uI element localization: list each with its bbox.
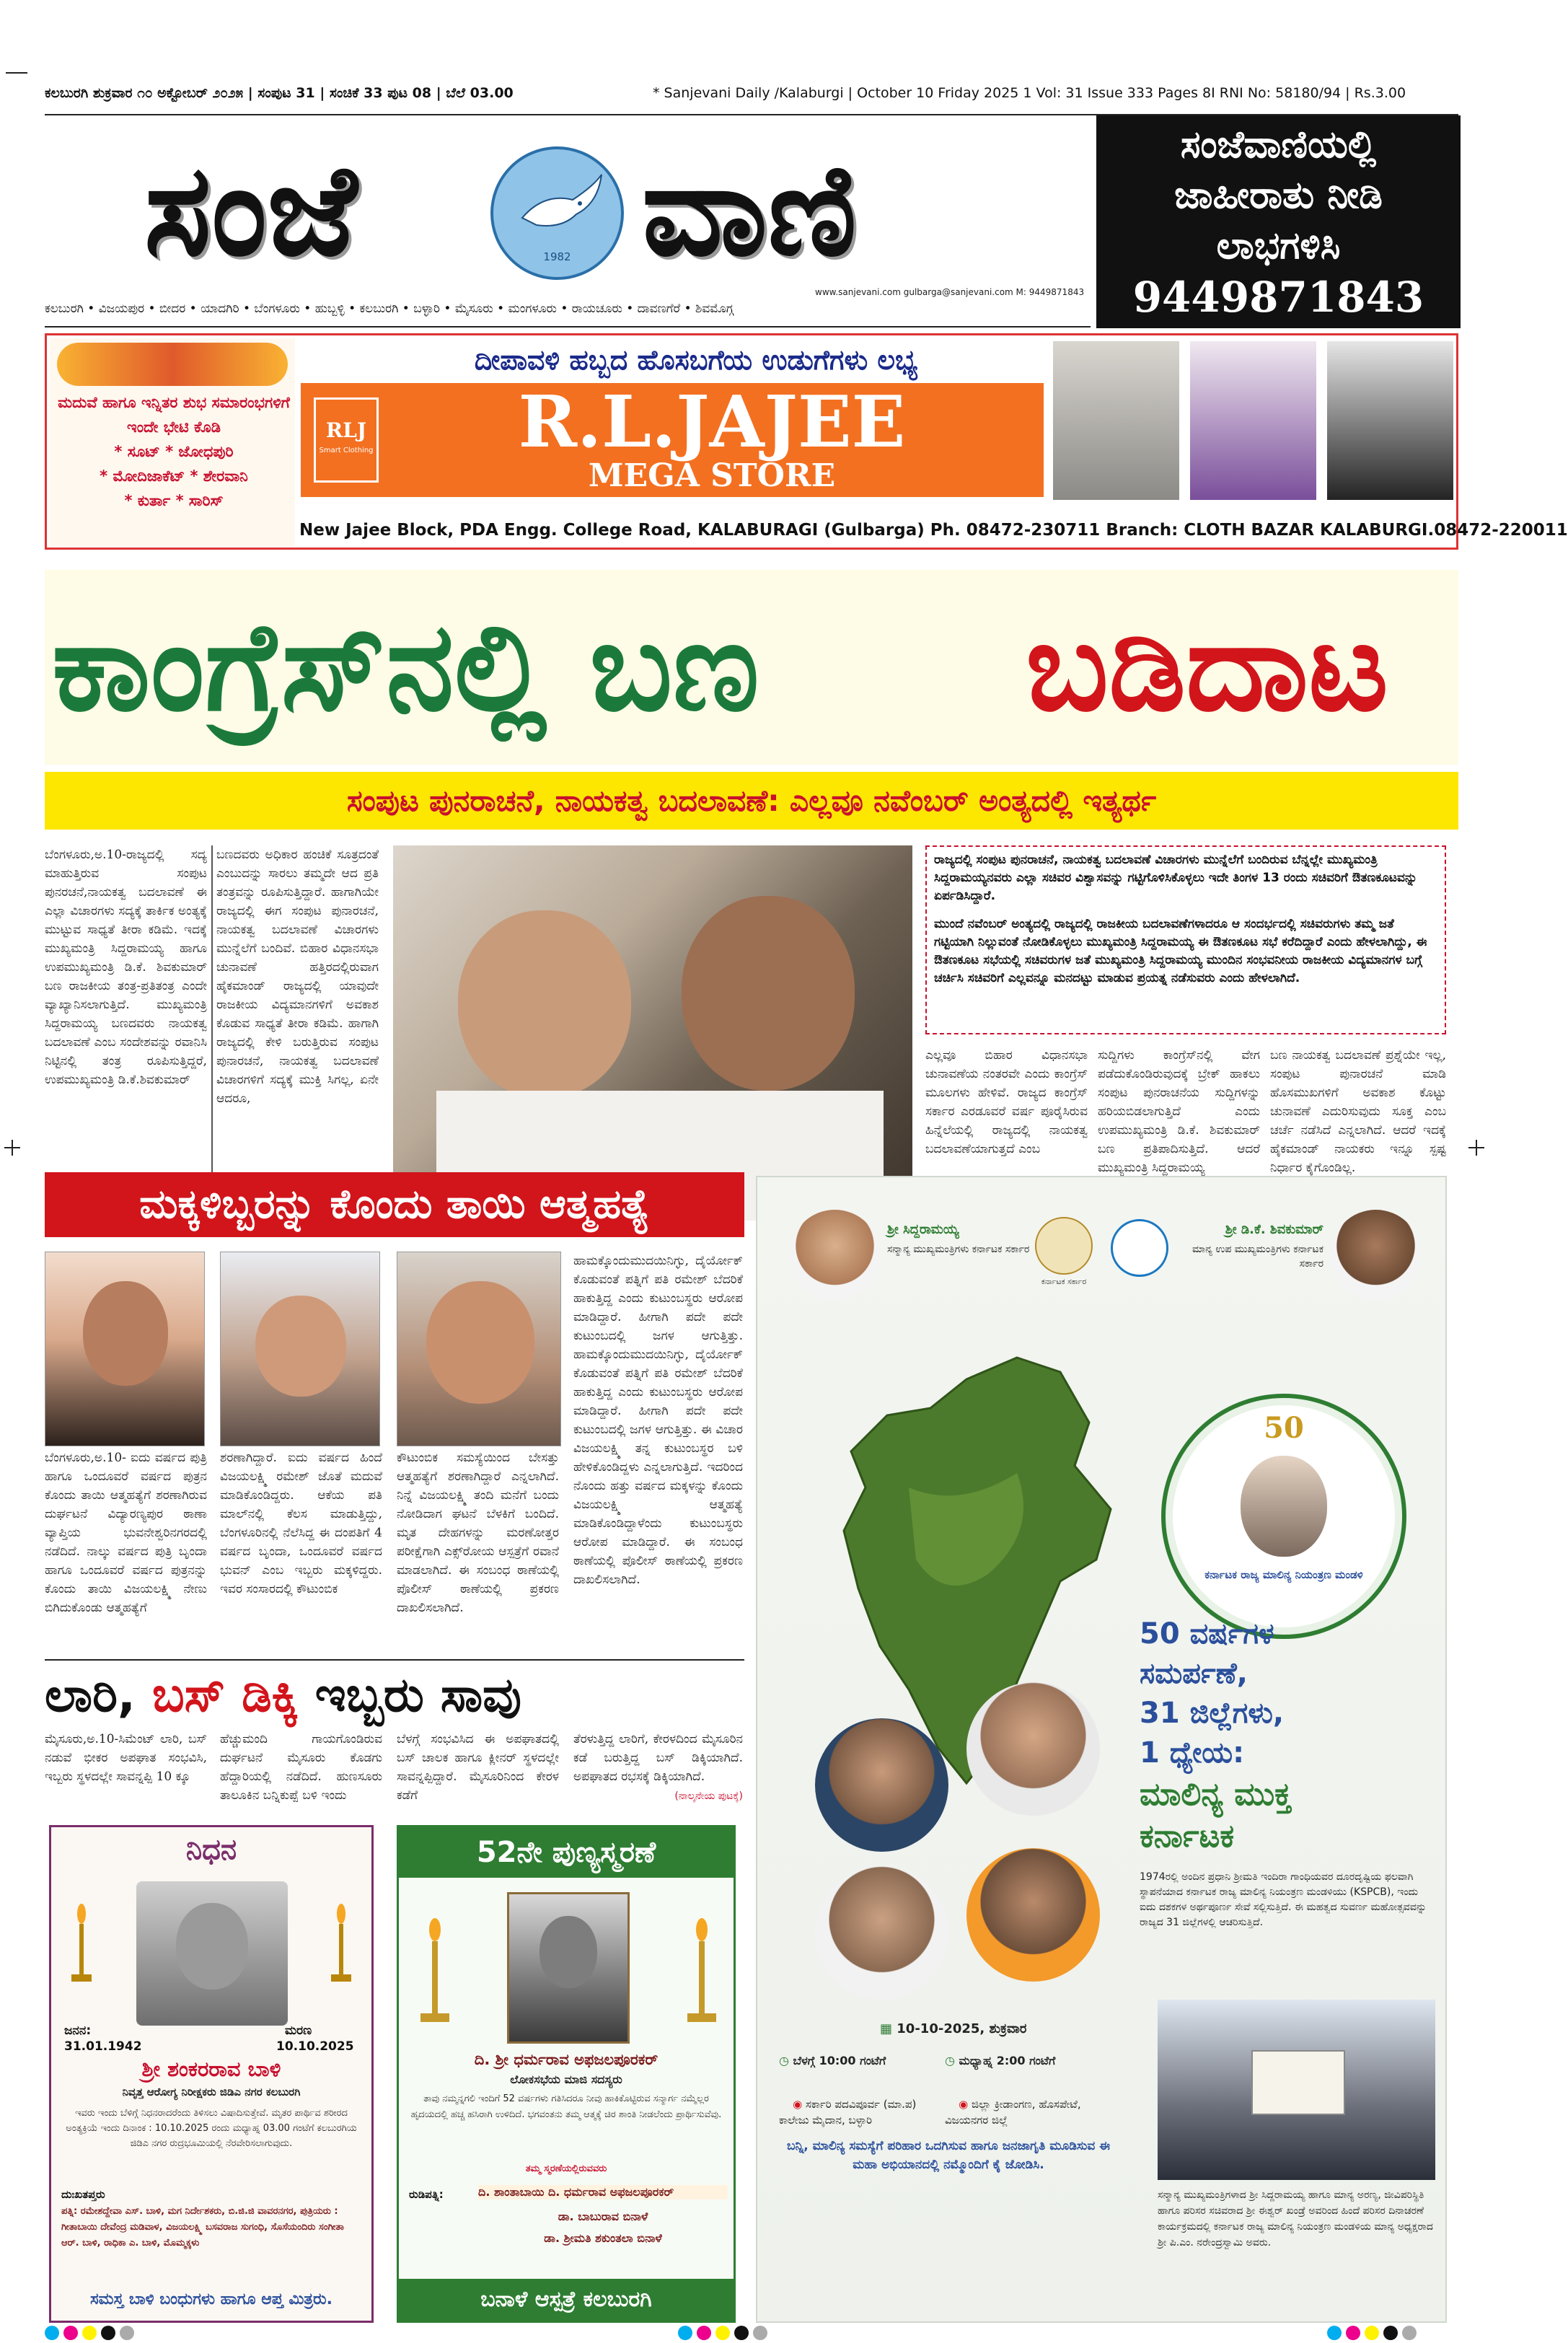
jajee-top-line: ದೀಪಾವಳಿ ಹಬ್ಬದ ಹೊಸಬಗೆಯ ಉಡುಗೆಗಳು ಲಭ್ಯ xyxy=(474,344,918,376)
seal-text: ಕರ್ನಾಟಕ ರಾಜ್ಯ ಮಾಲಿನ್ಯ ನಿಯಂತ್ರಣ ಮಂಡಳಿ xyxy=(1204,1568,1363,1581)
jajee-logo-mark: RLJ xyxy=(325,418,367,442)
mother-photo xyxy=(45,1252,205,1446)
obit1-subtitle: ನಿವೃತ್ತ ಆರೋಗ್ಯ ನಿರೀಕ್ಷಕರು ಜಿಡಿಎ ನಗರ ಕಲಬುರಗಿ xyxy=(122,2085,301,2098)
jajee-left-text: ಮದುವೆ ಹಾಗೂ ಇನ್ನಿತರ ಶುಭ ಸಮಾರಂಭಗಳಿಗೆ ಇಂದೇ ಭೇಟಿ ಕೊಡಿ * ಸೂಟ್ * ಜೋಧಪುರಿ * ಮೋದಿಜಾಕೆಟ್ * ಶೇರವಾನಿ * ಕುರ್ತಾ * ಸಾರಿಸ್ xyxy=(58,394,290,509)
jajee-brand: R.L.JAJEE xyxy=(518,381,906,464)
lead-headline xyxy=(45,570,1458,765)
masthead-ad xyxy=(1096,115,1461,328)
karnataka-emblem-caption: ಕರ್ನಾಟಕ ಸರ್ಕಾರ xyxy=(1041,1277,1087,1286)
mother-bottom-rule xyxy=(45,1659,744,1661)
obit2-photo-face xyxy=(539,1916,597,1988)
obit1-footer: ಸಮಸ್ತ ಬಾಳಿ ಬಂಧುಗಳು ಹಾಗೂ ಆಪ್ತ ಮಿತ್ರರು. xyxy=(90,2290,332,2308)
lead-photo-face-2 xyxy=(682,896,855,1091)
swatch-yellow xyxy=(1365,2326,1379,2340)
crop-mark-top xyxy=(6,72,27,74)
swatch-gray xyxy=(120,2326,134,2340)
location-pin-icon: ◉ xyxy=(959,2098,972,2111)
ad-headline-3: 31 ಜಿಲ್ಲೆಗಳು, xyxy=(1140,1697,1285,1730)
obit2-footer: ಬನಾಳೆ ಆಸ್ಪತ್ರೆ ಕಲಬುರಗಿ xyxy=(399,2279,734,2321)
daughter-photo xyxy=(220,1252,380,1446)
headline-red: ಬಡಿದಾಟ xyxy=(1026,596,1389,739)
obit2-name-2: ಡಾ. ಬಾಬುರಾವ ಬಿನಾಳೆ xyxy=(558,2210,648,2223)
obit2-lamp-left xyxy=(413,1914,457,2029)
award-caption: ಸನ್ಮಾನ್ಯ ಮುಖ್ಯಮಂತ್ರಿಗಳಾದ ಶ್ರೀ ಸಿದ್ದರಾಮಯ್ಯ ಹಾಗೂ ಮಾನ್ಯ ಅರಣ್ಯ, ಜೀವಿಪರಿಸ್ಥಿತಿ ಹಾಗೂ ಪರಿಸರ ಸಚಿವರಾದ ಶ್ರೀ ಈಶ್ವರ್ ಖಂಡ್ರೆ ಅವರಿಂದ ಹಿಂದೆ ಪರಿಸರ ದಿನಾಚರಣೆ ಕಾರ್ಯಕ್ರಮದಲ್ಲಿ ಕರ್ನಾಟಕ ರಾಜ್ಯ ಮಾಲಿನ್ಯ ನಿಯಂತ್ರಣ ಮಂಡಳಿಯ ಮಾನ್ಯ ಅಧ್ಯಕ್ಷರಾದ ಶ್ರೀ ಪಿ.ಎಂ. ನರೇಂದ್ರಸ್ವಾಮಿ ಅವರು. xyxy=(1158,2189,1437,2249)
mother-col-3: ಕೌಟುಂಬಿಕ ಸಮಸ್ಯೆಯಿಂದ ಬೇಸತ್ತು ಆತ್ಮಹತ್ಯೆಗೆ ಶರಣಾಗಿದ್ದಾರೆ ಎನ್ನಲಾಗಿದೆ. ನಿನ್ನೆ ವಿಜಯಲಕ್ಷ್ಮಿ ತಂದಿ ಮನೆಗೆ ಬಂದು ನೋಡಿದಾಗ ಘಟನೆ ಬೆಳಕಿಗೆ ಬಂದಿದೆ. ಮೃತ ದೇಹಗಳನ್ನು ಮರಣೋತ್ತರ ಪರೀಕ್ಷೆಗಾಗಿ ಎಕ್ಸ್‌ರೋಯ ಆಸ್ಪತ್ರೆಗೆ ರವಾನೆ ಮಾಡಲಾಗಿದೆ. ಈ ಸಂಬಂಧ ಠಾಣೆಯಲ್ಲಿ ಪೊಲೀಸ್ ಠಾಣೆಯಲ್ಲಿ ಪ್ರಕರಣ ದಾಖಲಿಸಲಾಗಿದೆ. xyxy=(397,1451,563,1615)
daughter-photo-face xyxy=(255,1296,346,1397)
ad-line-2: ಜಾಹೀರಾತು ನೀಡಿ xyxy=(1174,174,1383,217)
cm-role: ಸನ್ಮಾನ್ಯ ಮುಖ್ಯಮಂತ್ರಿಗಳು ಕರ್ನಾಟಕ ಸರ್ಕಾರ xyxy=(887,1244,1030,1255)
mother-col-4: ಹಾಮಕ್ಕೊಂದುಮುದಯಿನಿಗ್ಳು, ದೈರ್ಯೋಕ್ ಕೊಡುವಂತೆ ಪತ್ನಿಗೆ ಪತಿ ರಮೇಶ್ ಬೆದರಿಕೆ ಹಾಕುತ್ತಿದ್ದ ಎಂದು ಕುಟುಂಬಸ್ಥರು ಆರೋಪ ಮಾಡಿದ್ದಾರೆ. ಹೀಗಾಗಿ ಪದೇ ಪದೇ ಕುಟುಂಬದಲ್ಲಿ ಜಗಳ ಆಗುತ್ತಿತ್ತು. ಹಾಮಕ್ಕೊಂದುಮುದಯಿನಿಗ್ಳು, ದೈರ್ಯೋಕ್ ಕೊಡುವಂತೆ ಪತ್ನಿಗೆ ಪತಿ ರಮೇಶ್ ಬೆದರಿಕೆ ಹಾಕುತ್ತಿದ್ದ ಎಂದು ಕುಟುಂಬಸ್ಥರು ಆರೋಪ ಮಾಡಿದ್ದಾರೆ. ಹೀಗಾಗಿ ಪದೇ ಪದೇ ಕುಟುಂಬದಲ್ಲಿ ಜಗಳ ಆಗುತ್ತಿತ್ತು. ಈ ವಿಚಾರ ವಿಜಯಲಕ್ಷ್ಮಿ ತನ್ನ ಕುಟುಂಬಸ್ಥರ ಬಳಿ ಹೇಳಿಕೊಂಡಿದ್ದಳು ಎನ್ನಲಾಗುತ್ತಿದೆ. ಇದರಿಂದ ನೊಂದು ಹತ್ತು ವರ್ಷದ ಮಕ್ಕಳನ್ನು ಕೊಂದು ವಿಜಯಲಕ್ಷ್ಮಿ ಆತ್ಮಹತ್ಯೆ ಮಾಡಿಕೊಂಡಿದ್ದಾಳೆಂದು ಕುಟುಂಬಸ್ಥರು ಆರೋಪ ಮಾಡಿದ್ದಾರೆ. ಈ ಸಂಬಂಧ ಠಾಣೆಯಲ್ಲಿ ಪೊಲೀಸ್ ಠಾಣೆಯಲ್ಲಿ ಪ್ರಕರಣ ದಾಖಲಿಸಲಾಗಿದೆ. xyxy=(573,1254,747,1587)
minister-photo-2 xyxy=(966,1682,1100,1816)
swatch-gray xyxy=(753,2326,767,2340)
obit1-name: ಶ್ರೀ ಶಂಕರರಾವ ಬಾಳಿ xyxy=(141,2057,281,2081)
obit1-body: ಇವರು ಇಂದು ಬೆಳಿಗ್ಗೆ ನಿಧನರಾದರೆಂದು ತಿಳಿಸಲು ವಿಷಾದಿಸುತ್ತೇವೆ. ಮೃತರ ಪಾರ್ಥಿವ ಶರೀರದ ಅಂತ್ಯಕ್ರಿಯೆ ಇಂದು ದಿನಾಂಕ : 10.10.2025 ರಂದು ಮಧ್ಯಾಹ್ನ 03.00 ಗಂಟೆಗೆ ಕಲಬುರಗಿಯ ಜಿಡಿಎ ನಗರ ರುದ್ರಭೂಮಿಯಲ್ಲಿ ನೆರವೇರಿಸಲಾಗುವುದು. xyxy=(66,2108,360,2149)
mother-col-2: ಶರಣಾಗಿದ್ದಾರೆ. ಐದು ವರ್ಷದ ಹಿಂದೆ ವಿಜಯಲಕ್ಷ್ಮಿ ರಮೇಶ್ ಜೊತೆ ಮದುವೆ ಮಾಡಿಕೊಂಡಿದ್ದರು. ಆಕೆಯ ಪತಿ ಮಾಲ್‌ನಲ್ಲಿ ಕೆಲಸ ಮಾಡುತ್ತಿದ್ದು, ಬೆಂಗಳೂರಿನಲ್ಲಿ ನೆಲೆಸಿದ್ದ ಈ ದಂಪತಿಗೆ 4 ವರ್ಷದ ಬೃಂದಾ, ಒಂದೂವರೆ ವರ್ಷದ ಭುವನ್ ಎಂಬ ಇಬ್ಬರು ಮಕ್ಕಳಿದ್ದರು. ಇವರ ಸಂಸಾರದಲ್ಲಿ ಕೌಟುಂಬಿಕ xyxy=(220,1451,387,1596)
ad-body: 1974ರಲ್ಲಿ ಅಂದಿನ ಪ್ರಧಾನಿ ಶ್ರೀಮತಿ ಇಂದಿರಾ ಗಾಂಧಿಯವರ ದೂರದೃಷ್ಟಿಯ ಫಲವಾಗಿ ಸ್ಥಾಪನೆಯಾದ ಕರ್ನಾಟಕ ರಾಜ್ಯ ಮಾಲಿನ್ಯ ನಿಯಂತ್ರಣ ಮಂಡಳಿಯು (KSPCB), ಇಂದು ಐದು ದಶಕಗಳ ಅರ್ಥಪೂರ್ಣ ಸೇವೆ ಸಲ್ಲಿಸುತ್ತಿದೆ. ಈ ಮಹತ್ವದ ಸುವರ್ಣ ಮಹೋತ್ಸವವನ್ನು ರಾಜ್ಯದ 31 ಜಿಲ್ಲೆಗಳಲ್ಲಿ ಆಚರಿಸುತ್ತಿದೆ. xyxy=(1140,1871,1430,1928)
lead-bullet-2: ಮುಂದೆ ನವೆಂಬರ್ ಅಂತ್ಯದಲ್ಲಿ ರಾಜ್ಯದಲ್ಲಿ ರಾಜಕೀಯ ಬದಲಾವಣೆಗಳಾದರೂ ಆ ಸಂದರ್ಭದಲ್ಲಿ ಸಚಿವರುಗಳು ತಮ್ಮ ಜತೆ ಗಟ್ಟಿಯಾಗಿ ನಿಲ್ಲುವಂತೆ ನೋಡಿಕೊಳ್ಳಲು ಮುಖ್ಯಮಂತ್ರಿ ಸಿದ್ದರಾಮಯ್ಯ ಈ ಔತಣಕೂಟ ಸಭೆ ಕರೆದಿದ್ದಾರೆ ಎಂದು ಹೇಳಲಾಗಿದ್ದು, ಈ ಔತಣಕೂಟ ಸಭೆಯಲ್ಲಿ ಸಚಿವರುಗಳ ಜತೆ ಮುಖ್ಯಮಂತ್ರಿ ಸಿದ್ದರಾಮಯ್ಯ ಮುಂದಿನ ಸಂಭವನೀಯ ರಾಜಕೀಯ ವಿದ್ಯಮಾನಗಳ ಬಗ್ಗೆ ಚರ್ಚಿಸಿ ಸಚಿವರಿಗೆ ಎಲ್ಲವನ್ನೂ ಮನದಟ್ಟು ಮಾಡುವ ಪ್ರಯತ್ನ ನಡೆಸುವರು ಎಂದು ಹೇಳಲಾಗಿದೆ. xyxy=(934,917,1432,985)
jajee-ad xyxy=(45,333,1568,550)
ad-phone: 9449871843 xyxy=(1132,273,1424,322)
swatch-black xyxy=(734,2326,749,2340)
minister-photo-1 xyxy=(815,1718,948,1852)
ad-time-2 xyxy=(945,2054,1118,2075)
dove-emblem xyxy=(490,146,624,280)
ad-time-1-text: ಬೆಳಗ್ಗೆ 10:00 ಗಂಟೆಗೆ xyxy=(793,2054,886,2067)
lorry-col-4: ತೆರಳುತ್ತಿದ್ದ ಲಾರಿಗೆ, ಕೇರಳದಿಂದ ಮೈಸೂರಿನ ಕಡೆ ಬರುತ್ತಿದ್ದ ಬಸ್ ಡಿಕ್ಕಿಯಾಗಿದೆ. ಅಪಘಾತದ ರಭಸಕ್ಕೆ ಡಿಕ್ಕಿಯಾಗಿದೆ. xyxy=(573,1732,747,1784)
masthead-title xyxy=(144,128,1082,294)
obit1-lamp-left xyxy=(67,1899,96,1986)
lorry-continued: (ನಾಲ್ಕನೇಯ ಪುಟಕ್ಕೆ) xyxy=(674,1790,743,1802)
obit2-name-3: ಡಾ. ಶ್ರೀಮತಿ ಶಕುಂತಲಾ ಬಿನಾಳೆ xyxy=(544,2231,662,2245)
lead-photo xyxy=(393,845,912,1221)
ad-date: 10-10-2025, ಶುಕ್ರವಾರ xyxy=(897,2021,1027,2036)
location-pin-icon: ◉ xyxy=(793,2098,806,2111)
crop-mark-right xyxy=(1468,1140,1484,1156)
award-photo-certificate xyxy=(1251,2050,1345,2115)
color-registration-right xyxy=(1327,2326,1443,2342)
obit2-name: ದಿ. ಶ್ರೀ ಧರ್ಮರಾವ ಅಫಜಲಪೂರಕರ್ xyxy=(474,2051,659,2068)
seal-portrait xyxy=(1241,1456,1327,1557)
jajee-left-panel xyxy=(50,338,295,546)
swatch-cyan xyxy=(1327,2326,1342,2340)
dcm-name: ಶ್ರೀ ಡಿ.ಕೆ. ಶಿವಕುಮಾರ್ xyxy=(1225,1222,1323,1237)
crop-mark-left xyxy=(4,1140,20,1156)
jajee-logo-sub: Smart Clothing xyxy=(319,447,374,454)
obit1-title: ನಿಧನ xyxy=(185,1833,237,1866)
swatch-cyan xyxy=(678,2326,692,2340)
lead-subhead: ಸಂಪುಟ ಪುನರಾಚನೆ, ನಾಯಕತ್ವ ಬದಲಾವಣೆ: ಎಲ್ಲವೂ ನವೆಂಬರ್ ಅಂತ್ಯದಲ್ಲಿ ಇತ್ಯರ್ಥ xyxy=(45,772,1458,830)
son-photo xyxy=(397,1252,561,1446)
jajee-address: New Jajee Block, PDA Engg. College Road, KALABURAGI (Gulbarga) Ph. 08472-230711 Branch: CLOTH BAZAR KALABURGI.08472-220011 xyxy=(299,521,1568,540)
clock-icon: ◷ xyxy=(779,2054,793,2067)
clock-icon: ◷ xyxy=(945,2054,959,2067)
lorry-col-1: ಮೈಸೂರು,ಅ.10-ಸಿಮೆಂಟ್ ಲಾರಿ, ಬಸ್ ನಡುವೆ ಭೀಕರ ಅಪಘಾತ ಸಂಭವಿಸಿ, ಇಬ್ಬರು ಸ್ಥಳದಲ್ಲೇ ಸಾವನ್ನಪ್ಪಿ 10 ಕ್ಕೂ xyxy=(45,1732,211,1784)
masthead-contact: www.sanjevani.com gulbarga@sanjevani.com M: 9449871843 xyxy=(815,287,1085,297)
obit2-title-bar: 52ನೇ ಪುಣ್ಯಸ್ಮರಣೆ xyxy=(399,1827,734,1878)
calendar-icon: ▦ xyxy=(880,2021,897,2036)
lead-bullet-1: ರಾಜ್ಯದಲ್ಲಿ ಸಂಪುಟ ಪುನರಾಚನೆ, ನಾಯಕತ್ವ ಬದಲಾವಣೆ ವಿಚಾರಗಳು ಮುನ್ನೆಲೆಗೆ ಬಂದಿರುವ ಬೆನ್ನಲ್ಲೇ ಮುಖ್ಯಮಂತ್ರಿ ಸಿದ್ದರಾಮಯ್ಯನವರು ಎಲ್ಲಾ ಸಚಿವರ ವಿಶ್ವಾಸವನ್ನು ಗಟ್ಟಿಗೊಳಿಸಿಕೊಳ್ಳಲು ಇದೇ ತಿಂಗಳ 13 ರಂದು ಸಚಿವರಿಗೆ ಔತಣಕೂಟವನ್ನು ಏರ್ಪಡಿಸಿದ್ದಾರೆ. xyxy=(934,853,1422,903)
swatch-yellow xyxy=(82,2326,97,2340)
color-registration-left xyxy=(45,2326,160,2342)
lead-photo-face-1 xyxy=(458,910,631,1098)
obit1-born-label: ಜನನ: xyxy=(64,2023,92,2038)
golden-jubilee-seal xyxy=(1161,1394,1406,1639)
ad-line-3: ಲಾಭಗಳಿಸಿ xyxy=(1216,224,1341,268)
dateline-right: * Sanjevani Daily /Kalaburgi | October 10 Friday 2025 1 Vol: 31 Issue 333 Pages 8I RNI No: 58180/94 | Rs.3.00 xyxy=(653,85,1406,101)
jajee-model-photo-2 xyxy=(1190,341,1316,500)
lorry-headline-1: ಲಾರಿ, xyxy=(45,1667,136,1723)
swatch-magenta xyxy=(1346,2326,1360,2340)
obit2-photo xyxy=(507,1892,630,2044)
obit1-death-label: ಮರಣ xyxy=(285,2023,312,2038)
minister-photo-4 xyxy=(966,1848,1100,1982)
lead-col-2: ಬಣದವರು ಅಧಿಕಾರ ಹಂಚಿಕೆ ಸೂತ್ರದಂತೆ ಎಂಬುದನ್ನು ಸಾರಲು ತಮ್ಮದೇ ಆದ ಪ್ರತಿ ತಂತ್ರವನ್ನು ರೂಪಿಸುತ್ತಿದ್ದಾರೆ. ಹಾಗಾಗಿಯೇ ರಾಜ್ಯದಲ್ಲಿ ಈಗ ಸಂಪುಟ ಪುನಾರಚನೆ, ನಾಯಕತ್ವ ಬದಲಾವಣೆ ವಿಚಾರಗಳು ಮುನ್ನೆಲೆಗೆ ಬಂದಿವೆ. ಬಿಹಾರ ವಿಧಾನಸಭಾ ಚುನಾವಣೆ ಹತ್ತಿರದಲ್ಲಿರುವಾಗ ಹೈಕಮಾಂಡ್ ರಾಜ್ಯದಲ್ಲಿ ಯಾವುದೇ ರಾಜಕೀಯ ವಿದ್ಯಮಾನಗಳಿಗೆ ಅವಕಾಶ ಕೊಡುವ ಸಾಧ್ಯತೆ ತೀರಾ ಕಡಿಮೆ. ಹಾಗಾಗಿ ರಾಜ್ಯದಲ್ಲಿ ಕೇಳಿ ಬರುತ್ತಿರುವ ಸಂಪುಟ ಪುನಾರಚನೆ, ನಾಯಕತ್ವ ಬದಲಾವಣೆ ವಿಚಾರಗಳಿಗೆ ಸದ್ಯಕ್ಕೆ ಮುಕ್ತಿ ಸಿಗಲ್ಲ, ಏನೇ ಆದರೂ, xyxy=(216,848,383,1106)
mother-col-1: ಬೆಂಗಳೂರು,ಅ.10- ಐದು ವರ್ಷದ ಪುತ್ರಿ ಹಾಗೂ ಒಂದೂವರೆ ವರ್ಷದ ಪುತ್ರನ ಕೊಂದು ತಾಯಿ ಆತ್ಮಹತ್ಯೆಗೆ ಶರಣಾಗಿರುವ ದುರ್ಘಟನೆ ವಿದ್ಯಾರಣ್ಯಪುರ ಠಾಣಾ ವ್ಯಾಪ್ತಿಯ ಭುವನೇಶ್ವರಿನಗರದಲ್ಲಿ ನಡೆದಿದೆ. ನಾಲ್ಕು ವರ್ಷದ ಪುತ್ರಿ ಬೃಂದಾ ಹಾಗೂ ಒಂದೂವರೆ ವರ್ಷದ ಪುತ್ರನನ್ನು ಕೊಂದು ತಾಯಿ ವಿಜಯಲಕ್ಷ್ಮಿ ನೇಣು ಬಿಗಿದುಕೊಂಡು ಆತ್ಮಹತ್ಯೆಗೆ xyxy=(45,1451,211,1615)
swatch-magenta xyxy=(697,2326,711,2340)
ad-headline-2: ಸಮರ್ಪಣೆ, xyxy=(1140,1657,1248,1690)
cm-name: ಶ್ರೀ ಸಿದ್ದರಾಮಯ್ಯ xyxy=(887,1222,959,1237)
jajee-logo-box xyxy=(314,397,379,483)
lorry-headline-2: ಇಬ್ಬರು ಸಾವು xyxy=(314,1667,521,1723)
jajee-logo-banner xyxy=(301,383,1044,497)
ad-venue-2 xyxy=(945,2080,1118,2127)
swatch-cyan xyxy=(45,2326,59,2340)
lead-bullets-box xyxy=(925,845,1446,1034)
lead-col-rule xyxy=(211,845,213,1213)
mother-photo-face xyxy=(83,1281,168,1386)
obit2-name-1: ದಿ. ಶಾಂತಾಬಾಯಿ ದಿ. ಧರ್ಮರಾವ ಅಫಜಲಪೂರಕರ್ xyxy=(478,2185,728,2199)
obit2-sub-label: ತಮ್ಮ ಸ್ಮರಣೆಯಲ್ಲಿರುವವರು xyxy=(525,2163,607,2174)
lorry-headline-red: ಬಸ್ ಡಿಕ್ಕಿ xyxy=(151,1667,299,1723)
jajee-model-photo-1 xyxy=(1053,341,1179,500)
ad-venue-2-text: ಜಿಲ್ಲಾ ಕ್ರೀಡಾಂಗಣ, ಹೊಸಪೇಟೆ, ವಿಜಯನಗರ ಜಿಲ್ಲೆ xyxy=(945,2098,1085,2127)
swatch-black xyxy=(101,2326,115,2340)
ad-venue-1 xyxy=(779,2080,938,2127)
obit2-body: ತಾವು ನಮ್ಮನ್ನಗಲಿ ಇಂದಿಗೆ 52 ವರ್ಷಗಳು ಗತಿಸಿದರೂ ನೀವು ಹಾಕಿಕೊಟ್ಟಿರುವ ಸನ್ಮಾರ್ಗ ನಮ್ಮೆಲ್ಲರ ಹೃದಯದಲ್ಲಿ ಹಚ್ಚ ಹಸಿರಾಗಿ ಉಳಿದಿದೆ. ಭಗವಂತನು ತಮ್ಮ ಆತ್ಮಕ್ಕೆ ಚಿರ ಶಾಂತಿ ನೀಡಲೆಂದು ಪ್ರಾರ್ಥಿಸುವೆವು. xyxy=(410,2093,722,2120)
wedding-emblem xyxy=(57,343,288,386)
dcm-portrait xyxy=(1331,1210,1421,1300)
minister-photo-3 xyxy=(815,1866,948,2000)
jajee-model-photo-3 xyxy=(1327,341,1453,500)
headline-green: ಕಾಂಗ್ರೆಸ್‌ನಲ್ಲಿ ಬಣ xyxy=(52,596,759,739)
lead-col-1: ಬೆಂಗಳೂರು,ಅ.10-ರಾಜ್ಯದಲ್ಲಿ ಸದ್ಯ ಮಾಹುತ್ತಿರುವ ಸಂಪುಟ ಪುನರಚನೆ,ನಾಯಕತ್ವ ಬದಲಾವಣೆ ಈ ಎಲ್ಲಾ ವಿಚಾರಗಳು ಸದ್ಯಕ್ಕೆ ತಾರ್ಕಿಕ ಅಂತ್ಯಕ್ಕೆ ಮುಟ್ಟುವ ಸಾಧ್ಯತೆ ತೀರಾ ಕಡಿಮೆ. ಇದಕ್ಕೆ ಮುಖ್ಯಮಂತ್ರಿ ಸಿದ್ದರಾಮಯ್ಯ ಹಾಗೂ ಉಪಮುಖ್ಯಮಂತ್ರಿ ಡಿ.ಕೆ. ಶಿವಕುಮಾರ್ ಬಣ ರಾಜಕೀಯ ತಂತ್ರ-ಪ್ರತಿತಂತ್ರ ಎಂದೇ ವ್ಯಾಖ್ಯಾನಿಸಲಾಗುತ್ತಿದೆ. ಮುಖ್ಯಮಂತ್ರಿ ಸಿದ್ದರಾಮಯ್ಯ ಬಣದವರು ನಾಯಕತ್ವ ಬದಲಾವಣೆ ಎಂಬ ಸಂದೇಶವನ್ನು ರವಾನಿಸಿ ನಿಟ್ಟಿನಲ್ಲಿ ತಂತ್ರ ರೂಪಿಸುತ್ತಿದ್ದರೆ, ಉಪಮುಖ್ಯಮಂತ್ರಿ ಡಿ.ಕೆ.ಶಿವಕುಮಾರ್ xyxy=(45,848,211,1087)
cm-portrait xyxy=(790,1210,880,1300)
lead-col-5: ಬಣ ನಾಯಕತ್ವ ಬದಲಾವಣೆ ಪ್ರಶ್ನೆಯೇ ಇಲ್ಲ, ಸಂಪುಟ ಪುನಾರಚನೆ ಮಾಡಿ ಹೊಸಮುಖಗಳಿಗೆ ಅವಕಾಶ ಕೊಟ್ಟು ಚುನಾವಣೆ ಎದುರಿಸುವುದು ಸೂಕ್ತ ಎಂಬ ಚರ್ಚೆ ನಡೆಸಿದೆ ಎನ್ನಲಾಗಿದೆ. ಆದರೆ ಇದಕ್ಕೆ ಹೈಕಮಾಂಡ್ ನಾಯಕರು ಇನ್ನೂ ಸ್ಪಷ್ಟ ನಿರ್ಧಾರ ಕೈಗೊಂಡಿಲ್ಲ. xyxy=(1270,1048,1450,1175)
dateline-left: ಕಲಬುರಗಿ ಶುಕ್ರವಾರ ೧೦ ಅಕ್ಟೋಬರ್ ೨೦೨೫ | ಸಂಪುಟ 31 | ಸಂಚಿಕೆ 33 ಪುಟ 08 | ಬೆಲೆ 03.00 xyxy=(45,85,514,101)
emblem-year: 1982 xyxy=(543,250,571,263)
obituary-2 xyxy=(397,1825,736,2323)
jajee-store: MEGA STORE xyxy=(588,457,836,494)
lorry-col-2: ಹೆಚ್ಚುಮಂದಿ ಗಾಯಗೊಂಡಿರುವ ದುರ್ಘಟನೆ ಮೈಸೂರು ಕೊಡಗು ಹೆದ್ದಾರಿಯಲ್ಲಿ ನಡೆದಿದೆ. ಹುಣಸೂರು ತಾಲೂಕಿನ ಬನ್ನಿಕುಪ್ಪೆ ಬಳಿ ಇಂದು xyxy=(220,1732,387,1803)
ad-venue-1-text: ಸರ್ಕಾರಿ ಪದವಿಪೂರ್ವ (ಮಾ.ಪ) ಕಾಲೇಜು ಮೈದಾನ, ಬಳ್ಳಾರಿ xyxy=(779,2098,920,2127)
ad-headline-4: 1 ಧ್ಯೇಯ: xyxy=(1140,1736,1245,1770)
title-left: ಸಂಜೆ xyxy=(144,138,358,284)
dcm-role: ಮಾನ್ಯ ಉಪ ಮುಖ್ಯಮಂತ್ರಿಗಳು ಕರ್ನಾಟಕ ಸರ್ಕಾರ xyxy=(1192,1244,1327,1270)
ad-headline-6: ಕರ್ನಾಟಕ xyxy=(1140,1818,1235,1855)
ad-date-line xyxy=(880,2021,1082,2047)
obit1-lamp-right xyxy=(327,1899,356,1986)
karnataka-emblem xyxy=(1035,1217,1093,1275)
seal-fifty: 50 xyxy=(1264,1411,1304,1445)
obit1-mourners: ಪತ್ನಿ: ರಮೇಶದ್ದೇವಾ ಎಸ್. ಬಾಳಿ, ಮಗ ನಿರ್ದೇಶಕರು, ಬಿ.ಜಿ.ಜಿ ವಾವರನಗರ, ಪುತ್ರಿಯರು : ಗೀತಾಬಾಯಿ ದೇವೆಂದ್ರ ಮಡಿವಾಳ, ವಿಜಯಲಕ್ಷ್ಮಿ ಬಸವರಾಜ ಸುಗಂಧಿ, ಸೊಸೆಯಂದಿರು ಸಂಗೀತಾ ಆರ್. ಬಾಳಿ, ರಾಧಿಕಾ ಎ. ಬಾಳಿ, ಮೊಮ್ಮಕ್ಕಳು xyxy=(61,2206,348,2249)
swatch-magenta xyxy=(63,2326,78,2340)
obituary-1 xyxy=(49,1825,374,2323)
lorry-col-3: ಬೆಳಗ್ಗೆ ಸಂಭವಿಸಿದ ಈ ಅಪಘಾತದಲ್ಲಿ ಬಸ್ ಚಾಲಕ ಹಾಗೂ ಕ್ಲೀನರ್ ಸ್ಥಳದಲ್ಲೇ ಸಾವನ್ನಪ್ಪಿದ್ದಾರೆ. ಮೈಸೂರಿನಿಂದ ಕೇರಳ ಕಡೆಗೆ xyxy=(397,1732,563,1803)
award-photo xyxy=(1158,2000,1435,2180)
color-registration-center xyxy=(678,2326,793,2342)
lorry-headline xyxy=(45,1663,744,1728)
obit2-lamp-right xyxy=(680,1914,723,2029)
obit2-subtitle: ಲೋಕಸಭೆಯ ಮಾಜಿ ಸದಸ್ಯರು xyxy=(510,2072,622,2086)
title-right: ವಾಣಿ xyxy=(642,138,858,284)
lead-col-3: ಎಲ್ಲವೂ ಬಿಹಾರ ವಿಧಾನಸಭಾ ಚುನಾವಣೆಯ ನಂತರವೇ ಎಂದು ಕಾಂಗ್ರೆಸ್ ಮೂಲಗಳು ಹೇಳಿವೆ. ರಾಜ್ಯದ ಕಾಂಗ್ರೆಸ್ ಸರ್ಕಾರ ಎರಡೂವರೆ ವರ್ಷ ಪೂರೈಸಿರುವ ಹಿನ್ನೆಲೆಯಲ್ಲಿ ರಾಜ್ಯದಲ್ಲಿ ನಾಯಕತ್ವ ಬದಲಾವಣೆಯಾಗುತ್ತದೆ ಎಂಬ xyxy=(925,1048,1092,1156)
swatch-yellow xyxy=(715,2326,730,2340)
masthead-bottom-rule xyxy=(45,326,1091,328)
ad-headline-5: ಮಾಲಿನ್ಯ ಮುಕ್ತ xyxy=(1140,1776,1292,1813)
mother-headline: ಮಕ್ಕಳಿಬ್ಬರನ್ನು ಕೊಂದು ತಾಯಿ ಆತ್ಮಹತ್ಯೆ xyxy=(45,1172,744,1237)
ad-time-2-text: ಮಧ್ಯಾಹ್ನ 2:00 ಗಂಟೆಗೆ xyxy=(959,2054,1056,2067)
son-photo-face xyxy=(426,1281,534,1404)
obit1-death-date: 10.10.2025 xyxy=(276,2039,354,2054)
swatch-gray xyxy=(1402,2326,1417,2340)
obit2-names-label: ರುಡಿಪತ್ನಿ: xyxy=(409,2188,444,2201)
masthead-cities: ಕಲಬುರಗಿ • ವಿಜಯಪುರ • ಬೀದರ • ಯಾದಗಿರಿ • ಬೆಂಗಳೂರು • ಹುಬ್ಬಳ್ಳಿ • ಕಲಬುರಗಿ • ಬಳ್ಳಾರಿ • ಮೈಸೂರು • ಮಂಗಳೂರು • ರಾಯಚೂರು • ದಾವಣಗೆರೆ • ಶಿವಮೊಗ್ಗ xyxy=(45,302,734,316)
obit1-born-date: 31.01.1942 xyxy=(64,2039,142,2054)
ad-footer: ಬನ್ನಿ, ಮಾಲಿನ್ಯ ಸಮಸ್ಯೆಗೆ ಪರಿಹಾರ ಒದಗಿಸುವ ಹಾಗೂ ಜನಜಾಗೃತಿ ಮೂಡಿಸುವ ಈ ಮಹಾ ಅಭಿಯಾನದಲ್ಲಿ ನಮ್ಮೊಂದಿಗೆ ಕೈ ಜೋಡಿಸಿ. xyxy=(787,2139,1114,2172)
ad-headline-1: 50 ವರ್ಷಗಳ xyxy=(1140,1617,1274,1650)
obit1-photo-face xyxy=(176,1903,248,1990)
swatch-black xyxy=(1383,2326,1398,2340)
lead-col-4: ಸುದ್ದಿಗಳು ಕಾಂಗ್ರೆಸ್‌ನಲ್ಲಿ ವೇಗ ಪಡೆದುಕೊಂಡಿರುವುದಕ್ಕೆ ಬ್ರೇಕ್ ಹಾಕಲು ಸಂಪುಟ ಪುನರಾಚನೆಯ ಸುದ್ದಿಗಳನ್ನು ಹರಿಯಬಿಡಲಾಗುತ್ತಿದೆ ಎಂದು ಉಪಮುಖ್ಯಮಂತ್ರಿ ಡಿ.ಕೆ. ಶಿವಕುಮಾರ್ ಬಣ ಪ್ರತಿಪಾದಿಸುತ್ತಿದೆ. ಆದರೆ ಮುಖ್ಯಮಂತ್ರಿ ಸಿದ್ದರಾಮಯ್ಯ xyxy=(1098,1048,1264,1175)
govt-ad xyxy=(756,1176,1447,2323)
ad-line-1: ಸಂಜೆವಾಣಿಯಲ್ಲಿ xyxy=(1180,123,1377,167)
obit1-photo xyxy=(136,1881,288,2026)
kspcb-logo xyxy=(1111,1219,1168,1277)
ad-time-1 xyxy=(779,2054,938,2075)
obit1-mourners-label: ದುಃಖತಪ್ತರು xyxy=(61,2188,105,2201)
